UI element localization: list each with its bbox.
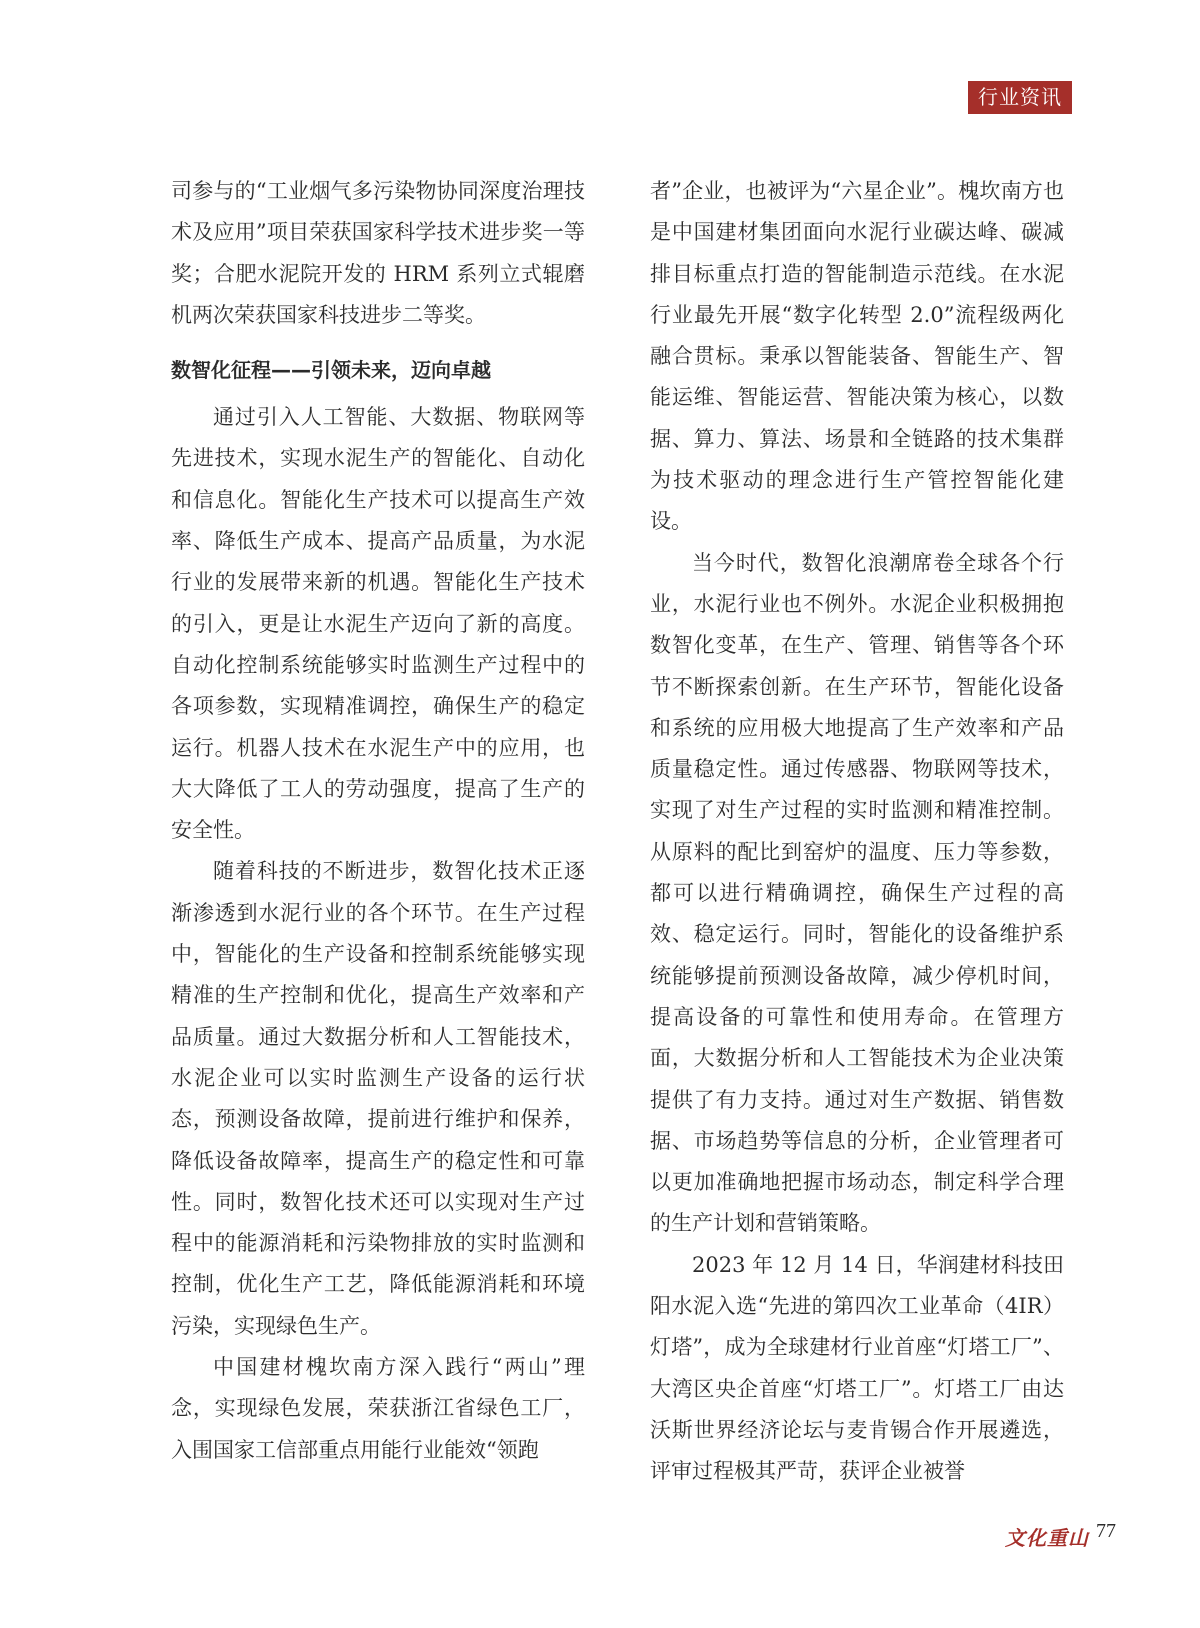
paragraph: 中国建材槐坎南方深入践行“两山”理念，实现绿色发展，荣获浙江省绿色工厂，入围国家工信部重点用能行业能效“领跑 xyxy=(171,1355,585,1462)
left-column xyxy=(171,171,585,1471)
paragraph: 当今时代，数智化浪潮席卷全球各个行业，水泥行业也不例外。水泥企业积极拥抱数智化变革，在生产、管理、销售等各个环节不断探索创新。在生产环节，智能化设备和系统的应用极大地提高了生产效率和产品质量稳定性。通过传感器、物联网等技术，实现了对生产过程的实时监测和精准控制。从原料的配比到窑炉的温度、压力等参数，都可以进行精确调控，确保生产过程的高效、稳定运行。同时，智能化的设备维护系统能够提前预测设备故障，减少停机时间，提高设备的可靠性和使用寿命。在管理方面，大数据分析和人工智能技术为企业决策提供了有力支持。通过对生产数据、销售数据、市场趋势等信息的分析，企业管理者可以更加准确地把握市场动态，制定科学合理的生产计划和营销策略。 xyxy=(650,550,1064,1236)
section-tag: 行业资讯 xyxy=(968,81,1072,114)
right-column xyxy=(650,171,1064,1493)
paragraph: 2023 年 12 月 14 日，华润建材科技田阳水泥入选“先进的第四次工业革命（4IR）灯塔”，成为全球建材行业首座“灯塔工厂”、大湾区央企首座“灯塔工厂”。灯塔工厂由达沃斯世界经济论坛与麦肯锡合作开展遴选，评审过程极其严苛，获评企业被誉 xyxy=(650,1252,1064,1484)
paragraph-continued: 者”企业，也被评为“六星企业”。槐坎南方也是中国建材集团面向水泥行业碳达峰、碳减排目标重点打造的智能制造示范线。在水泥行业最先开展“数字化转型 2.0”流程级两化融合贯标。秉承以智能装备、智能生产、智能运维、智能运营、智能决策为核心，以数据、算力、算法、场景和全链路的技术集群为技术驱动的理念进行生产管控智能化建设。 xyxy=(650,179,1064,534)
magazine-logo: 文化重山 xyxy=(1005,1526,1089,1550)
paragraph: 随着科技的不断进步，数智化技术正逐渐渗透到水泥行业的各个环节。在生产过程中，智能化的生产设备和控制系统能够实现精准的生产控制和优化，提高生产效率和产品质量。通过大数据分析和人工智能技术，水泥企业可以实时监测生产设备的运行状态，预测设备故障，提前进行维护和保养，降低设备故障率，提高生产的稳定性和可靠性。同时，数智化技术还可以实现对生产过程中的能源消耗和污染物排放的实时监测和控制，优化生产工艺，降低能源消耗和环境污染，实现绿色生产。 xyxy=(171,859,585,1338)
paragraph-continued: 司参与的“工业烟气多污染物协同深度治理技术及应用”项目荣获国家科学技术进步奖一等奖；合肥水泥院开发的 HRM 系列立式辊磨机两次荣获国家科技进步二等奖。 xyxy=(171,179,585,327)
paragraph: 通过引入人工智能、大数据、物联网等先进技术，实现水泥生产的智能化、自动化和信息化。智能化生产技术可以提高生产效率、降低生产成本、提高产品质量，为水泥行业的发展带来新的机遇。智能化生产技术的引入，更是让水泥生产迈向了新的高度。自动化控制系统能够实时监测生产过程中的各项参数，实现精准调控，确保生产的稳定运行。机器人技术在水泥生产中的应用，也大大降低了工人的劳动强度，提高了生产的安全性。 xyxy=(171,405,585,843)
section-heading: 数智化征程——引领未来，迈向卓越 xyxy=(171,358,491,383)
page-number: 77 xyxy=(1096,1520,1116,1542)
